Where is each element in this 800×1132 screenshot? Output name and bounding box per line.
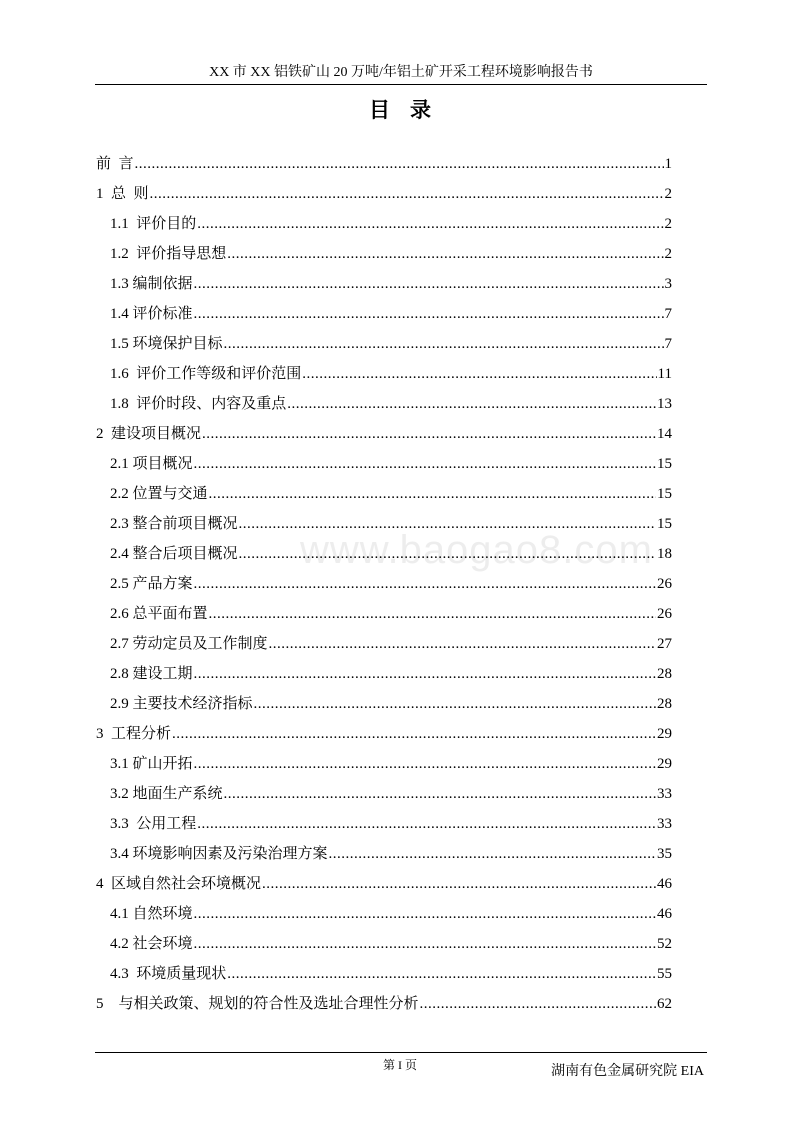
toc-entry-label: 前 言 — [96, 156, 134, 172]
toc-entry-page: 29 — [657, 756, 672, 772]
toc-entry-label: 1.6 评价工作等级和评价范围 — [110, 366, 302, 382]
toc-entry-label: 1.5 环境保护目标 — [110, 336, 223, 352]
toc-entry-label: 4.3 环境质量现状 — [110, 966, 227, 982]
footer-organization: 湖南有色金属研究院 EIA — [551, 1064, 704, 1079]
toc-entry-page: 15 — [657, 456, 672, 472]
toc-entry-label: 2.7 劳动定员及工作制度 — [110, 636, 268, 652]
toc-entry-label: 3.1 矿山开拓 — [110, 756, 193, 772]
toc-entry-label: 1.8 评价时段、内容及重点 — [110, 396, 287, 412]
toc-dot-leader — [420, 989, 656, 1019]
toc-entry[interactable] — [96, 629, 672, 659]
toc-entry-page: 15 — [657, 516, 672, 532]
toc-entry-page: 28 — [657, 666, 672, 682]
document-title: 目录 — [369, 98, 451, 122]
toc-entry[interactable] — [96, 239, 672, 269]
header-rule — [95, 84, 707, 85]
toc-entry-label: 3 工程分析 — [96, 726, 172, 742]
toc-dot-leader — [194, 299, 664, 329]
toc-dot-leader — [194, 749, 656, 779]
toc-entry-page: 7 — [664, 306, 672, 322]
toc-entry-label: 4.1 自然环境 — [110, 906, 193, 922]
toc-entry[interactable] — [96, 449, 672, 479]
toc-entry-page: 55 — [657, 966, 672, 982]
toc-entry-label: 1.1 评价目的 — [110, 216, 197, 232]
toc-entry[interactable] — [96, 599, 672, 629]
toc-entry-label: 4.2 社会环境 — [110, 936, 193, 952]
page-number: 第 I 页 — [383, 1058, 417, 1072]
toc-dot-leader — [135, 149, 664, 179]
toc-entry-label: 1.2 评价指导思想 — [110, 246, 227, 262]
toc-entry-label: 2.2 位置与交通 — [110, 486, 208, 502]
toc-entry[interactable] — [96, 779, 672, 809]
toc-dot-leader — [194, 899, 656, 929]
toc-entry[interactable] — [96, 389, 672, 419]
toc-dot-leader — [172, 719, 656, 749]
toc-entry[interactable] — [96, 749, 672, 779]
toc-entry-page: 46 — [657, 876, 672, 892]
toc-dot-leader — [194, 569, 656, 599]
toc-entry-label: 2.4 整合后项目概况 — [110, 546, 238, 562]
toc-dot-leader — [224, 329, 664, 359]
toc-entry-page: 11 — [657, 366, 672, 382]
toc-entry-label: 3.2 地面生产系统 — [110, 786, 223, 802]
toc-dot-leader — [227, 239, 663, 269]
toc-entry-page: 35 — [657, 846, 672, 862]
toc-entry-page: 62 — [657, 996, 672, 1012]
toc-entry-label: 2.9 主要技术经济指标 — [110, 696, 253, 712]
toc-entry-label: 2 建设项目概况 — [96, 426, 202, 442]
toc-dot-leader — [262, 869, 656, 899]
toc-entry[interactable] — [96, 269, 672, 299]
toc-entry-label: 2.5 产品方案 — [110, 576, 193, 592]
toc-entry-page: 2 — [664, 186, 672, 202]
toc-dot-leader — [194, 659, 656, 689]
toc-entry-label: 5 与相关政策、规划的符合性及选址合理性分析 — [96, 996, 419, 1012]
toc-dot-leader — [329, 839, 656, 869]
toc-dot-leader — [224, 779, 656, 809]
toc-entry-page: 33 — [657, 786, 672, 802]
toc-entry-page: 26 — [657, 606, 672, 622]
toc-dot-leader — [254, 689, 656, 719]
table-of-contents — [96, 149, 672, 1019]
toc-dot-leader — [194, 449, 656, 479]
toc-entry-label: 2.6 总平面布置 — [110, 606, 208, 622]
toc-entry-page: 2 — [664, 246, 672, 262]
toc-entry-label: 2.1 项目概况 — [110, 456, 193, 472]
toc-entry-page: 3 — [664, 276, 672, 292]
toc-entry-page: 14 — [657, 426, 672, 442]
toc-entry[interactable] — [96, 479, 672, 509]
toc-entry[interactable] — [96, 569, 672, 599]
toc-entry[interactable] — [96, 929, 672, 959]
toc-entry[interactable] — [96, 869, 672, 899]
toc-dot-leader — [202, 419, 656, 449]
toc-entry-label: 1.3 编制依据 — [110, 276, 193, 292]
toc-dot-leader — [227, 959, 656, 989]
toc-dot-leader — [302, 359, 656, 389]
toc-entry-label: 3.3 公用工程 — [110, 816, 197, 832]
toc-entry[interactable] — [96, 299, 672, 329]
toc-entry[interactable] — [96, 149, 672, 179]
toc-dot-leader — [150, 179, 664, 209]
toc-dot-leader — [197, 809, 656, 839]
toc-entry-label: 1.4 评价标准 — [110, 306, 193, 322]
watermark: www.baogao8.com — [300, 528, 653, 572]
toc-entry[interactable] — [96, 959, 672, 989]
toc-entry[interactable] — [96, 689, 672, 719]
toc-entry[interactable] — [96, 329, 672, 359]
running-header: XX 市 XX 铝铁矿山 20 万吨/年铝土矿开采工程环境影响报告书 — [209, 65, 593, 80]
toc-entry[interactable] — [96, 209, 672, 239]
toc-entry-page: 33 — [657, 816, 672, 832]
toc-dot-leader — [209, 479, 656, 509]
toc-entry[interactable] — [96, 839, 672, 869]
toc-entry[interactable] — [96, 719, 672, 749]
toc-entry-page: 28 — [657, 696, 672, 712]
toc-entry[interactable] — [96, 899, 672, 929]
toc-entry-page: 15 — [657, 486, 672, 502]
toc-dot-leader — [209, 599, 656, 629]
toc-dot-leader — [269, 629, 656, 659]
toc-dot-leader — [194, 929, 656, 959]
toc-entry-page: 18 — [657, 546, 672, 562]
toc-dot-leader — [287, 389, 656, 419]
toc-dot-leader — [194, 269, 664, 299]
toc-entry-page: 29 — [657, 726, 672, 742]
toc-entry[interactable] — [96, 659, 672, 689]
toc-entry-page: 46 — [657, 906, 672, 922]
toc-entry[interactable] — [96, 419, 672, 449]
toc-entry-page: 1 — [664, 156, 672, 172]
toc-entry-page: 26 — [657, 576, 672, 592]
toc-entry-label: 2.3 整合前项目概况 — [110, 516, 238, 532]
toc-entry-label: 2.8 建设工期 — [110, 666, 193, 682]
toc-dot-leader — [197, 209, 663, 239]
toc-entry-page: 52 — [657, 936, 672, 952]
toc-entry[interactable] — [96, 989, 672, 1019]
toc-entry-label: 1 总 则 — [96, 186, 149, 202]
toc-entry-page: 7 — [664, 336, 672, 352]
toc-entry-label: 3.4 环境影响因素及污染治理方案 — [110, 846, 328, 862]
toc-entry[interactable] — [96, 359, 672, 389]
toc-entry-page: 27 — [657, 636, 672, 652]
footer-rule — [95, 1052, 707, 1053]
toc-entry[interactable] — [96, 809, 672, 839]
toc-entry-page: 2 — [664, 216, 672, 232]
toc-entry[interactable] — [96, 179, 672, 209]
toc-entry-page: 13 — [657, 396, 672, 412]
toc-entry-label: 4 区域自然社会环境概况 — [96, 876, 262, 892]
